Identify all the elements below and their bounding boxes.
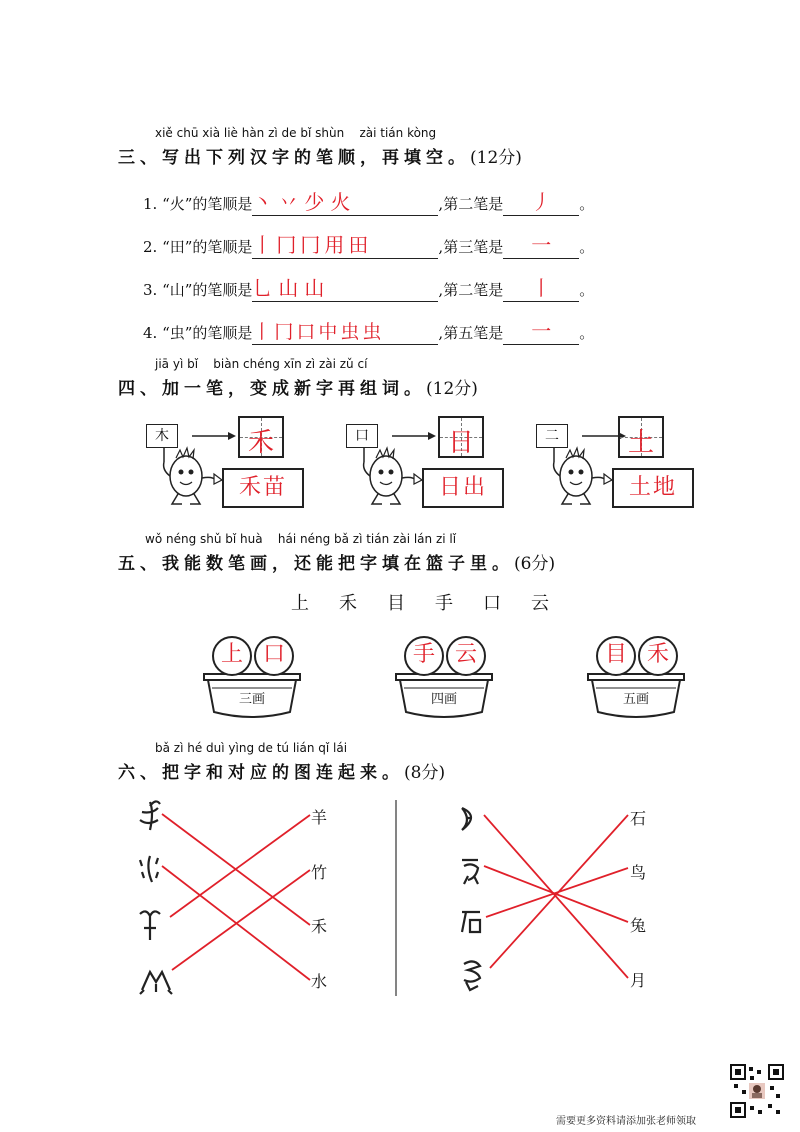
question-suffix: 。: [579, 281, 595, 299]
ancient-rabbit-icon: [462, 860, 478, 884]
stroke-order-answer: 丨冂冂用田: [252, 233, 373, 257]
ancient-bamboo-icon: [140, 972, 172, 994]
match-word-left[interactable]: 禾: [311, 917, 328, 936]
section4-score: (12分): [426, 379, 478, 399]
basket-char[interactable]: 上: [212, 636, 252, 676]
list-char: 手: [435, 593, 453, 614]
question-mid: ,第二笔是: [438, 195, 504, 213]
stroke-answer: 丿: [531, 190, 552, 214]
section6-pinyin: bǎ zì hé duì yìng de tú lián qǐ lái: [155, 741, 348, 755]
section4-title-text: 四、加一笔，变成新字再组词。: [118, 379, 426, 399]
new-char-answer: 日: [447, 428, 474, 458]
section3-score: (12分): [470, 148, 522, 168]
ancient-grain-icon: [140, 801, 160, 830]
question-prefix: 2. “田”的笔顺是: [143, 238, 253, 256]
stroke-answer: 丨: [531, 276, 552, 300]
basket-char[interactable]: 手: [404, 636, 444, 676]
match-word-right[interactable]: 鸟: [630, 863, 647, 882]
basket-char[interactable]: 云: [446, 636, 486, 676]
list-char: 云: [531, 593, 549, 614]
list-char: 禾: [339, 593, 357, 614]
section3-pinyin: xiě chū xià liè hàn zì de bǐ shùn zài tián kòng: [155, 126, 437, 140]
list-char: 目: [387, 593, 405, 614]
ancient-water-icon: [140, 856, 158, 882]
footer-text: 需要更多资料请添加张老师领取: [556, 1116, 696, 1127]
question-mid: ,第二笔是: [438, 281, 504, 299]
given-char-sign: 口: [346, 424, 378, 448]
section6-score: (8分): [404, 763, 446, 783]
stroke-order-answer: 丨冂口中虫虫: [252, 321, 385, 343]
match-word-left[interactable]: 水: [311, 972, 328, 991]
ancient-sheep-icon: [140, 911, 160, 940]
match-word-left[interactable]: 竹: [311, 863, 328, 882]
word-answer-box[interactable]: 禾苗: [222, 468, 304, 508]
question-mid: ,第三笔是: [438, 238, 504, 256]
stroke-answer: 一: [531, 233, 552, 257]
right-match-lines: [484, 815, 628, 978]
question-suffix: 。: [579, 195, 595, 213]
basket-label: 三画: [238, 692, 265, 707]
match-word-right[interactable]: 月: [630, 971, 647, 990]
word-answer-box[interactable]: 土地: [612, 468, 694, 508]
match-word-right[interactable]: 兔: [630, 916, 647, 935]
new-char-grid[interactable]: [618, 416, 664, 458]
question-prefix: 1. “火”的笔顺是: [143, 195, 253, 213]
section5-title-text: 五、我能数笔画，还能把字填在篮子里。: [118, 554, 514, 574]
left-match-lines: [162, 814, 310, 980]
ancient-bird-icon: [464, 961, 480, 990]
new-char-grid[interactable]: [438, 416, 484, 458]
basket-label: 四画: [430, 692, 457, 707]
section5-pinyin: wǒ néng shǔ bǐ huà hái néng bǎ zì tián zài lán zi lǐ: [145, 532, 457, 546]
match-word-left[interactable]: 羊: [311, 808, 328, 827]
new-char-answer: 禾: [247, 428, 274, 458]
given-char-sign: 二: [536, 424, 568, 448]
new-char-grid[interactable]: [238, 416, 284, 458]
new-char-answer: 土: [627, 428, 654, 458]
question-prefix: 4. “虫”的笔顺是: [143, 324, 253, 342]
stroke-answer: 一: [531, 319, 552, 343]
word-answer-box[interactable]: 日出: [422, 468, 504, 508]
stroke-order-answer: 丶丷少火: [252, 190, 357, 214]
list-char: 上: [291, 593, 309, 614]
match-word-right[interactable]: 石: [630, 809, 647, 828]
qr-code-icon: [730, 1064, 784, 1118]
ancient-moon-icon: [462, 808, 472, 830]
question-suffix: 。: [579, 238, 595, 256]
question-prefix: 3. “山”的笔顺是: [143, 281, 253, 299]
question-suffix: 。: [579, 324, 595, 342]
section4-pinyin: jiā yì bǐ biàn chéng xīn zì zài zǔ cí: [155, 357, 368, 371]
ancient-stone-icon: [462, 912, 480, 932]
list-char: 口: [483, 593, 501, 614]
basket-label: 五画: [622, 692, 649, 707]
given-char-sign: 木: [146, 424, 178, 448]
section6-title-text: 六、把字和对应的图连起来。: [118, 763, 404, 783]
question-mid: ,第五笔是: [438, 324, 504, 342]
basket-char[interactable]: 目: [596, 636, 636, 676]
stroke-order-answer: 乚山山: [252, 276, 331, 300]
section3-title-text: 三、写出下列汉字的笔顺，再填空。: [118, 148, 470, 168]
basket-char[interactable]: 口: [254, 636, 294, 676]
basket-char[interactable]: 禾: [638, 636, 678, 676]
section5-score: (6分): [514, 554, 556, 574]
